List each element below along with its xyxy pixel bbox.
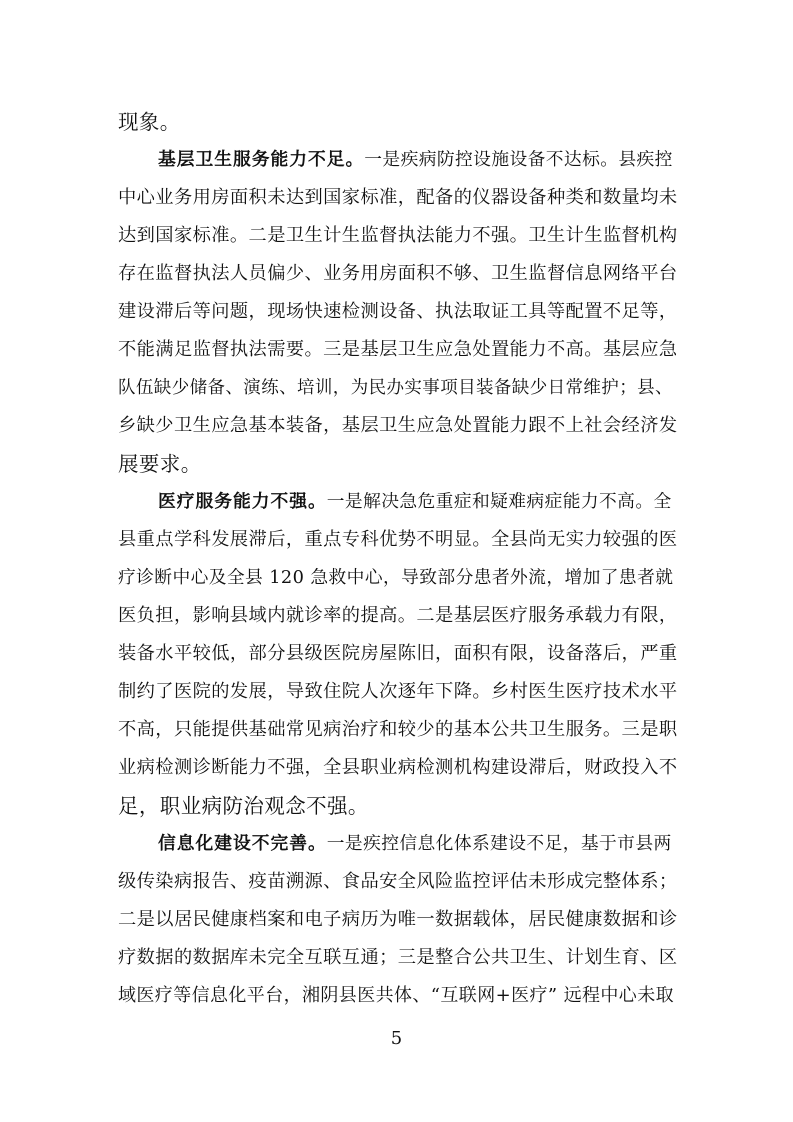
text-line-1: 现象。 [118, 110, 181, 134]
text-line-3: 中心业务用房面积未达到国家标准，配备的仪器设备种类和数量均未 [118, 187, 678, 208]
text-line-2: 一是疾病防控设施设备不达标。县疾控 [364, 150, 673, 170]
text-line-21: 级传染病报告、疫苗溯源、食品安全风险监控评估未形成完整体系； [118, 871, 678, 892]
text-line-5: 存在监督执法人员偏少、业务用房面积不够、卫生监督信息网络平台 [118, 263, 678, 284]
text-line-4: 达到国家标准。二是卫生计生监督执法能力不强。卫生计生监督机构 [118, 225, 678, 246]
text-line-23: 疗数据的数据库未完全互联互通；三是整合公共卫生、计划生育、区 [118, 947, 678, 968]
text-line-20: 一是疾控信息化体系建设不足，基于市县两 [326, 834, 672, 854]
text-line-10: 展要求。 [118, 452, 202, 476]
text-line-7: 不能满足监督执法需要。三是基层卫生应急处置能力不高。基层应急 [118, 339, 678, 360]
text-line-9: 乡缺少卫生应急基本装备，基层卫生应急处置能力跟不上社会经济发 [118, 415, 678, 436]
text-line-19: 足，职业病防治观念不强。 [118, 794, 369, 818]
paragraph-1-heading: 基层卫生服务能力不足。 [158, 150, 365, 170]
text-line-12: 县重点学科发展滞后，重点专科优势不明显。全县尚无实力较强的医 [118, 529, 678, 550]
paragraph-1-first-line [158, 148, 678, 172]
page-number: 5 [390, 1028, 403, 1049]
text-line-8: 队伍缺少储备、演练、培训，为民办实事项目装备缺少日常维护；县、 [118, 378, 673, 398]
text-line-6: 建设滞后等问题，现场快速检测设备、执法取证工具等配置不足等， [118, 301, 678, 322]
text-line-13: 疗诊断中心及全县 120 急救中心，导致部分患者外流，增加了患者就 [118, 568, 674, 588]
text-line-22: 二是以居民健康档案和电子病历为唯一数据载体，居民健康数据和诊 [118, 909, 678, 930]
paragraph-3-first-line [158, 832, 678, 856]
text-line-11: 一是解决急危重症和疑难病症能力不高。全 [326, 492, 672, 512]
text-line-18: 业病检测诊断能力不强，全县职业病检测机构建设滞后，财政投入不 [118, 757, 678, 778]
text-line-16: 制约了医院的发展，导致住院人次逐年下降。乡村医生医疗技术水平 [118, 681, 678, 702]
paragraph-3-heading: 信息化建设不完善。 [158, 834, 327, 854]
text-line-17: 不高，只能提供基础常见病治疗和较少的基本公共卫生服务。三是职 [118, 719, 678, 740]
text-line-24: 域医疗等信息化平台，湘阴县医共体、“互联网+医疗” 远程中心未取 [118, 985, 675, 1006]
text-line-15: 装备水平较低，部分县级医院房屋陈旧，面积有限，设备落后，严重 [118, 643, 678, 664]
paragraph-2-first-line [158, 490, 678, 514]
text-line-14: 医负担，影响县域内就诊率的提高。二是基层医疗服务承载力有限， [118, 605, 678, 626]
paragraph-2-heading: 医疗服务能力不强。 [158, 492, 327, 512]
